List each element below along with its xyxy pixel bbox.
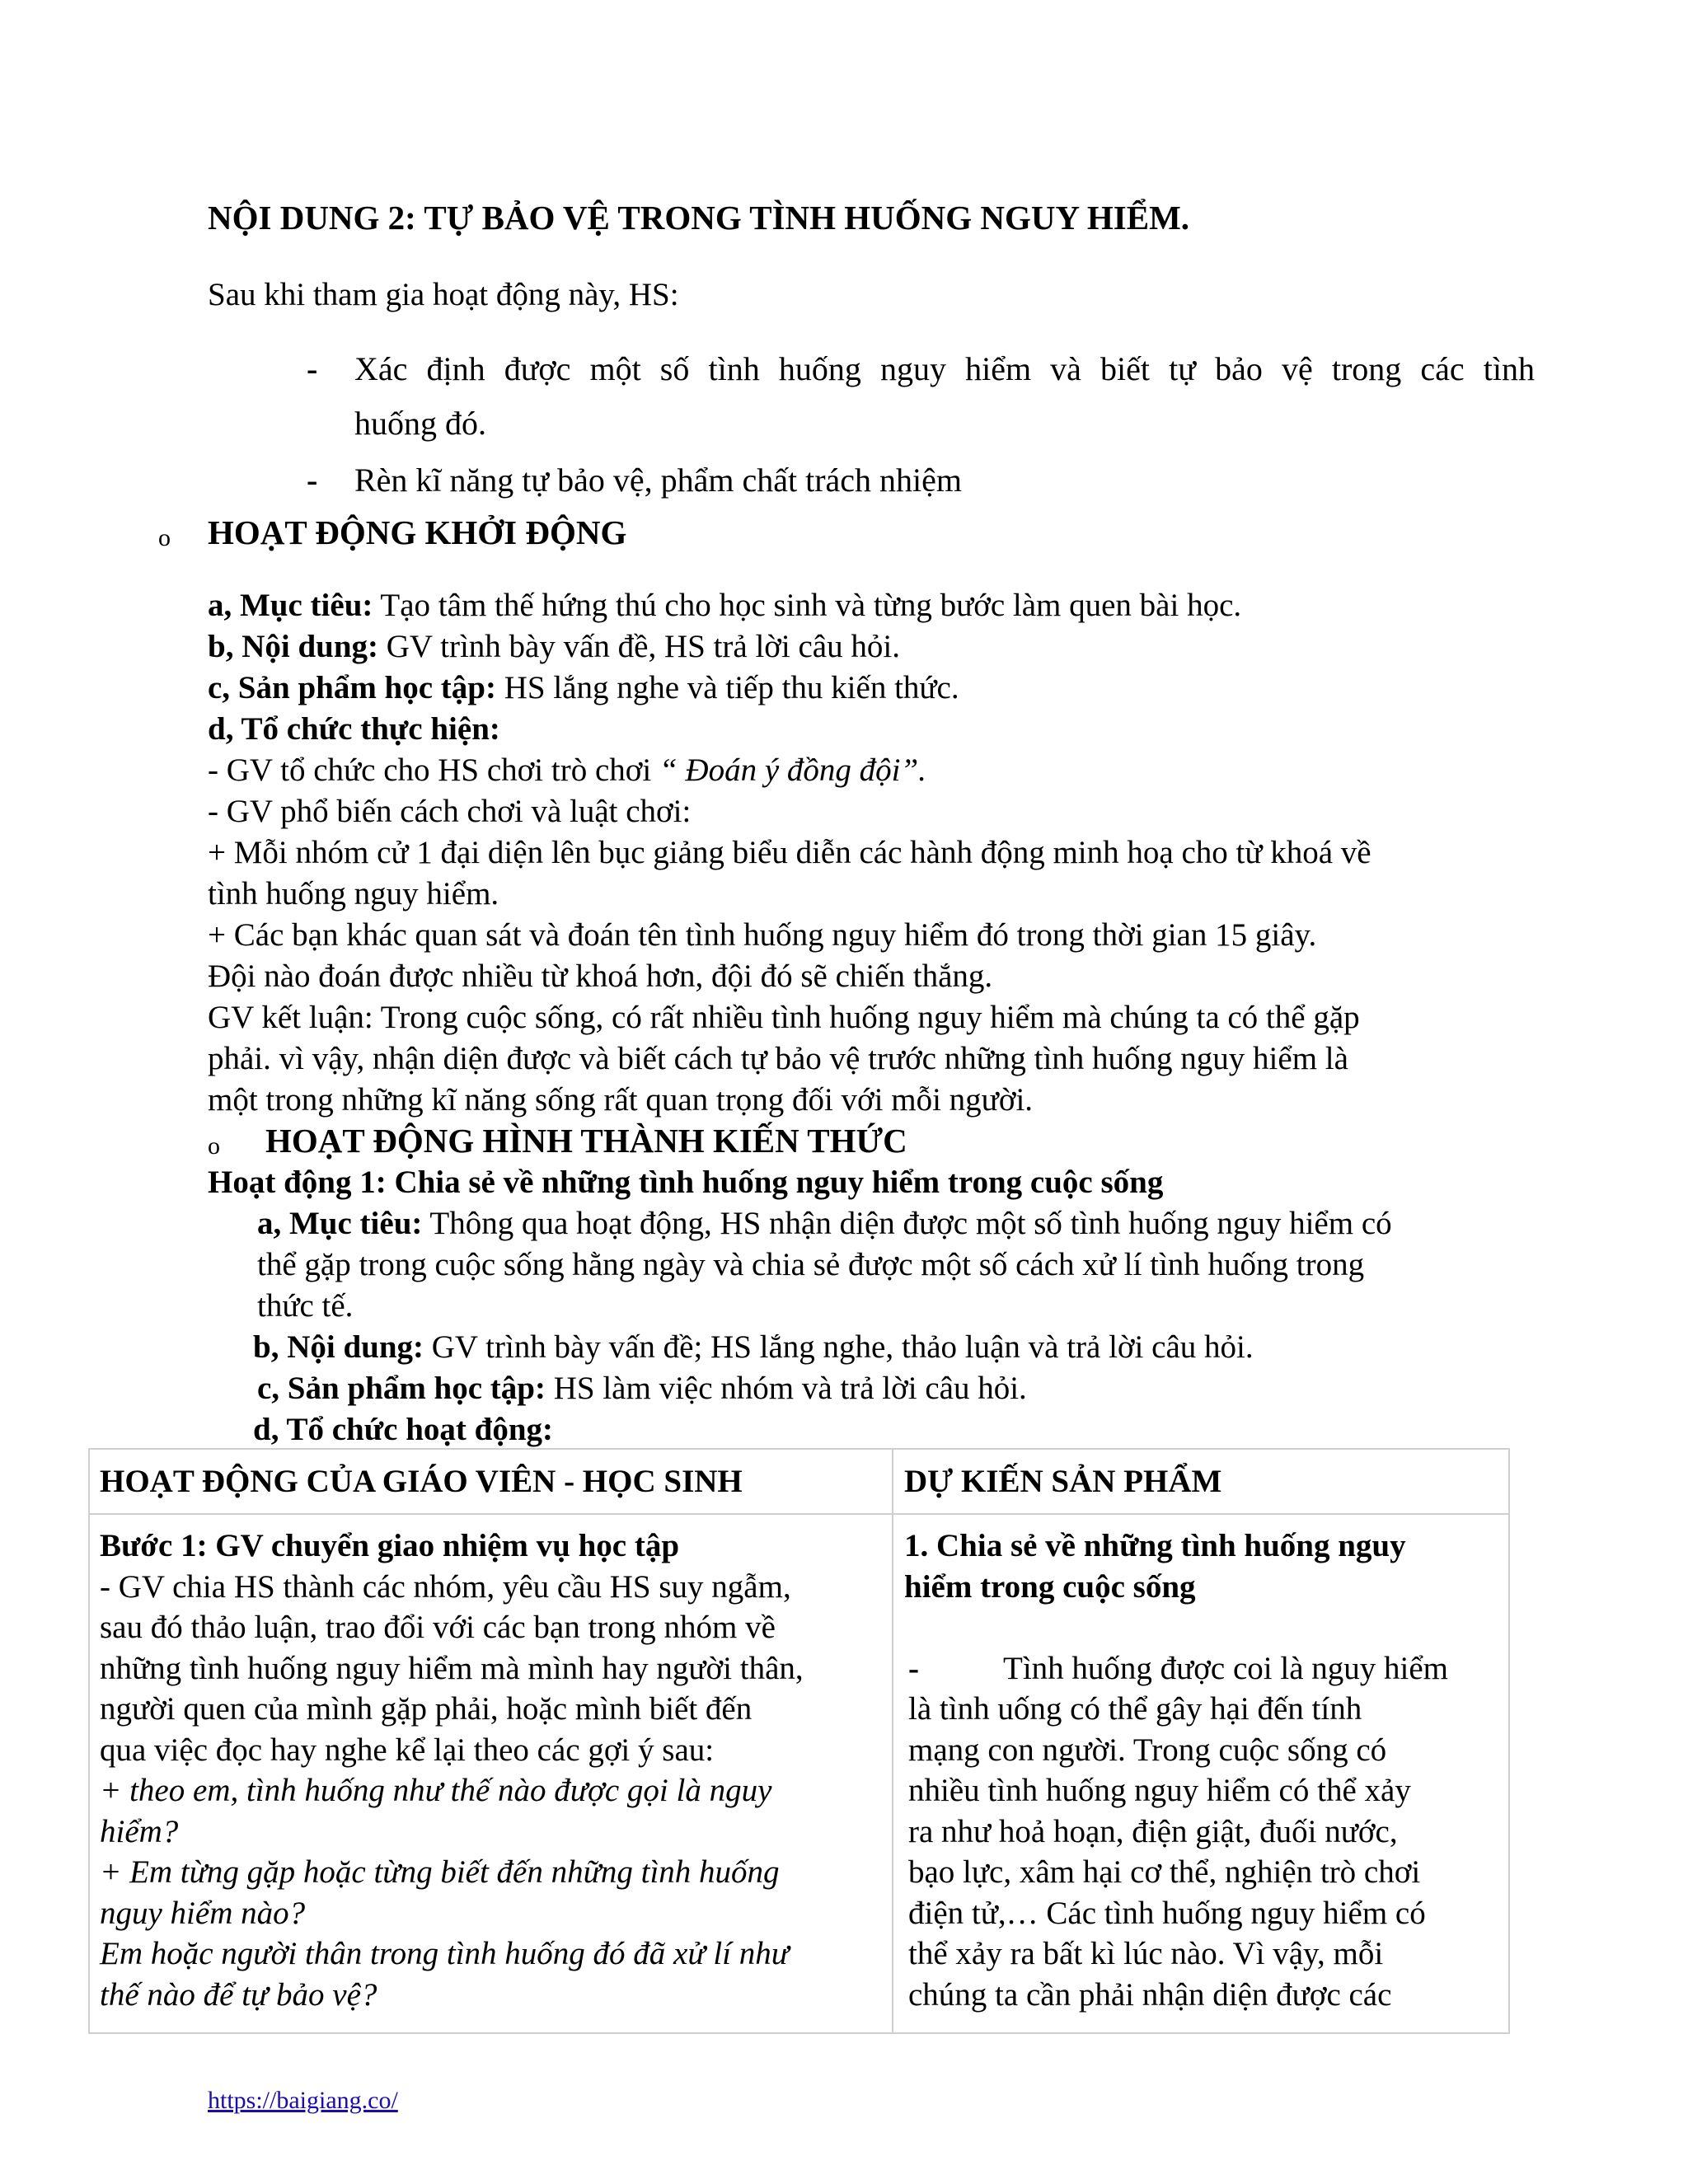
section-heading: HOẠT ĐỘNG HÌNH THÀNH KIẾN THỨC (265, 1122, 907, 1160)
table-divider (90, 1513, 1508, 1515)
rule-line: + Các bạn khác quan sát và đoán tên tình huống nguy hiểm đó trong thời gian 15 giây. (208, 917, 1317, 953)
cell-line: người quen của mình gặp phải, hoặc mình biết đến (100, 1691, 753, 1727)
objective-line: Xác định được một số tình huống nguy hiểm và biết tự bảo vệ trong các tình (354, 350, 1535, 387)
game-line (208, 750, 926, 791)
product-title: 1. Chia sẻ về những tình huống nguy (904, 1528, 1406, 1563)
rules-line: - GV phổ biến cách chơi và luật chơi: (208, 794, 692, 829)
rule-line: + Mỗi nhóm cử 1 đại diện lên bục giảng biểu diễn các hành động minh hoạ cho từ khoá về (208, 835, 1372, 870)
text: HS làm việc nhóm và trả lời câu hỏi. (545, 1371, 1027, 1406)
goal-line: thể gặp trong cuộc sống hằng ngày và chia sẻ được một số cách xử lí tình huống trong (257, 1247, 1365, 1282)
label: a, Mục tiêu: (257, 1206, 423, 1241)
label: c, Sản phẩm học tập: (257, 1371, 546, 1406)
label: a, Mục tiêu: (208, 588, 373, 623)
label: c, Sản phẩm học tập: (208, 670, 496, 705)
text: GV trình bày vấn đề, HS trả lời câu hỏi. (378, 629, 900, 664)
footer-link[interactable]: https://baigiang.co/ (208, 2087, 398, 2114)
cell-line: là tình uống có thể gây hại đến tính (908, 1691, 1362, 1727)
conclusion-line: phải. vì vậy, nhận diện được và biết cách tự bảo vệ trước những tình huống nguy hiểm là (208, 1041, 1348, 1076)
goal-line (257, 1203, 1392, 1244)
product-bullet: - (908, 1651, 919, 1686)
table-divider (892, 1450, 893, 2032)
content-line (208, 626, 900, 668)
rule-line: Đội nào đoán được nhiều từ khoá hơn, đội đó sẽ chiến thắng. (208, 958, 993, 994)
label: b, Nội dung: (253, 1329, 424, 1365)
cell-line: ra như hoả hoạn, điện giật, đuối nước, (908, 1814, 1398, 1849)
list-marker: o (158, 524, 171, 551)
label: b, Nội dung: (208, 629, 378, 664)
goal-line (208, 585, 1241, 626)
organize-label: d, Tổ chức thực hiện: (208, 711, 500, 747)
game-name: “ Đoán ý đồng đội”. (659, 752, 926, 788)
objective-bullet: - (307, 462, 318, 499)
organize-label: d, Tổ chức hoạt động: (253, 1412, 554, 1447)
cell-line: mạng con người. Trong cuộc sống có (908, 1732, 1387, 1768)
cell-line: - GV chia HS thành các nhóm, yêu cầu HS suy ngẫm, (100, 1569, 791, 1605)
section-heading: HOẠT ĐỘNG KHỞI ĐỘNG (208, 513, 627, 551)
cell-line: chúng ta cần phải nhận diện được các (908, 1977, 1392, 2013)
objective-line: huống đó. (354, 405, 486, 442)
goal-line: thức tế. (257, 1288, 354, 1324)
rule-line: tình huống nguy hiểm. (208, 876, 499, 912)
cell-line: bạo lực, xâm hại cơ thể, nghiện trò chơi (908, 1854, 1421, 1890)
intro-text: Sau khi tham gia hoạt động này, HS: (208, 277, 679, 312)
step-title: Bước 1: GV chuyển giao nhiệm vụ học tập (100, 1528, 680, 1563)
cell-line: qua việc đọc hay nghe kể lại theo các gợi ý sau: (100, 1732, 715, 1768)
cell-line-italic: nguy hiểm nào? (100, 1896, 306, 1931)
cell-line: nhiều tình huống nguy hiểm có thể xảy (908, 1773, 1411, 1808)
text: - GV tổ chức cho HS chơi trò chơi (208, 752, 659, 788)
text: Thông qua hoạt động, HS nhận diện được một số tình huống nguy hiểm có (422, 1206, 1392, 1241)
cell-line: Tình huống được coi là nguy hiểm (1003, 1651, 1449, 1686)
text: HS lắng nghe và tiếp thu kiến thức. (495, 670, 959, 705)
activity-title: Hoạt động 1: Chia sẻ về những tình huống nguy hiểm trong cuộc sống (208, 1165, 1164, 1200)
table-header: HOẠT ĐỘNG CỦA GIÁO VIÊN - HỌC SINH (100, 1464, 743, 1499)
cell-line-italic: thế nào để tự bảo vệ? (100, 1977, 377, 2013)
cell-line: thể xảy ra bất kì lúc nào. Vì vậy, mỗi (908, 1936, 1384, 1971)
text: Tạo tâm thế hứng thú cho học sinh và từng bước làm quen bài học. (373, 588, 1242, 623)
cell-line: điện tử,… Các tình huống nguy hiểm có (908, 1896, 1426, 1931)
objective-bullet: - (307, 350, 318, 387)
content-line (253, 1327, 1254, 1368)
table-header: DỰ KIẾN SẢN PHẨM (904, 1464, 1222, 1499)
cell-line-italic: + theo em, tình huống như thế nào được gọi là nguy (100, 1773, 772, 1808)
objective-line: Rèn kĩ năng tự bảo vệ, phẩm chất trách nhiệm (354, 462, 963, 499)
cell-line-italic: + Em từng gặp hoặc từng biết đến những tình huống (100, 1854, 780, 1890)
cell-line-italic: Em hoặc người thân trong tình huống đó đã xử lí như (100, 1936, 790, 1971)
text: GV trình bày vấn đề; HS lắng nghe, thảo luận và trả lời câu hỏi. (424, 1329, 1254, 1365)
list-marker: o (208, 1132, 220, 1160)
cell-line-italic: hiểm? (100, 1814, 179, 1849)
activity-table (88, 1448, 1510, 2034)
page-title: NỘI DUNG 2: TỰ BẢO VỆ TRONG TÌNH HUỐNG NGUY HIỂM. (208, 199, 1190, 237)
product-line (257, 1368, 1027, 1409)
product-line (208, 668, 959, 709)
cell-line: những tình huống nguy hiểm mà mình hay người thân, (100, 1651, 804, 1686)
cell-line: sau đó thảo luận, trao đổi với các bạn trong nhóm về (100, 1610, 776, 1645)
conclusion-line: GV kết luận: Trong cuộc sống, có rất nhiều tình huống nguy hiểm mà chúng ta có thể gặp (208, 1000, 1360, 1035)
conclusion-line: một trong những kĩ năng sống rất quan trọng đối với mỗi người. (208, 1082, 1034, 1118)
product-title: hiểm trong cuộc sống (904, 1569, 1196, 1605)
